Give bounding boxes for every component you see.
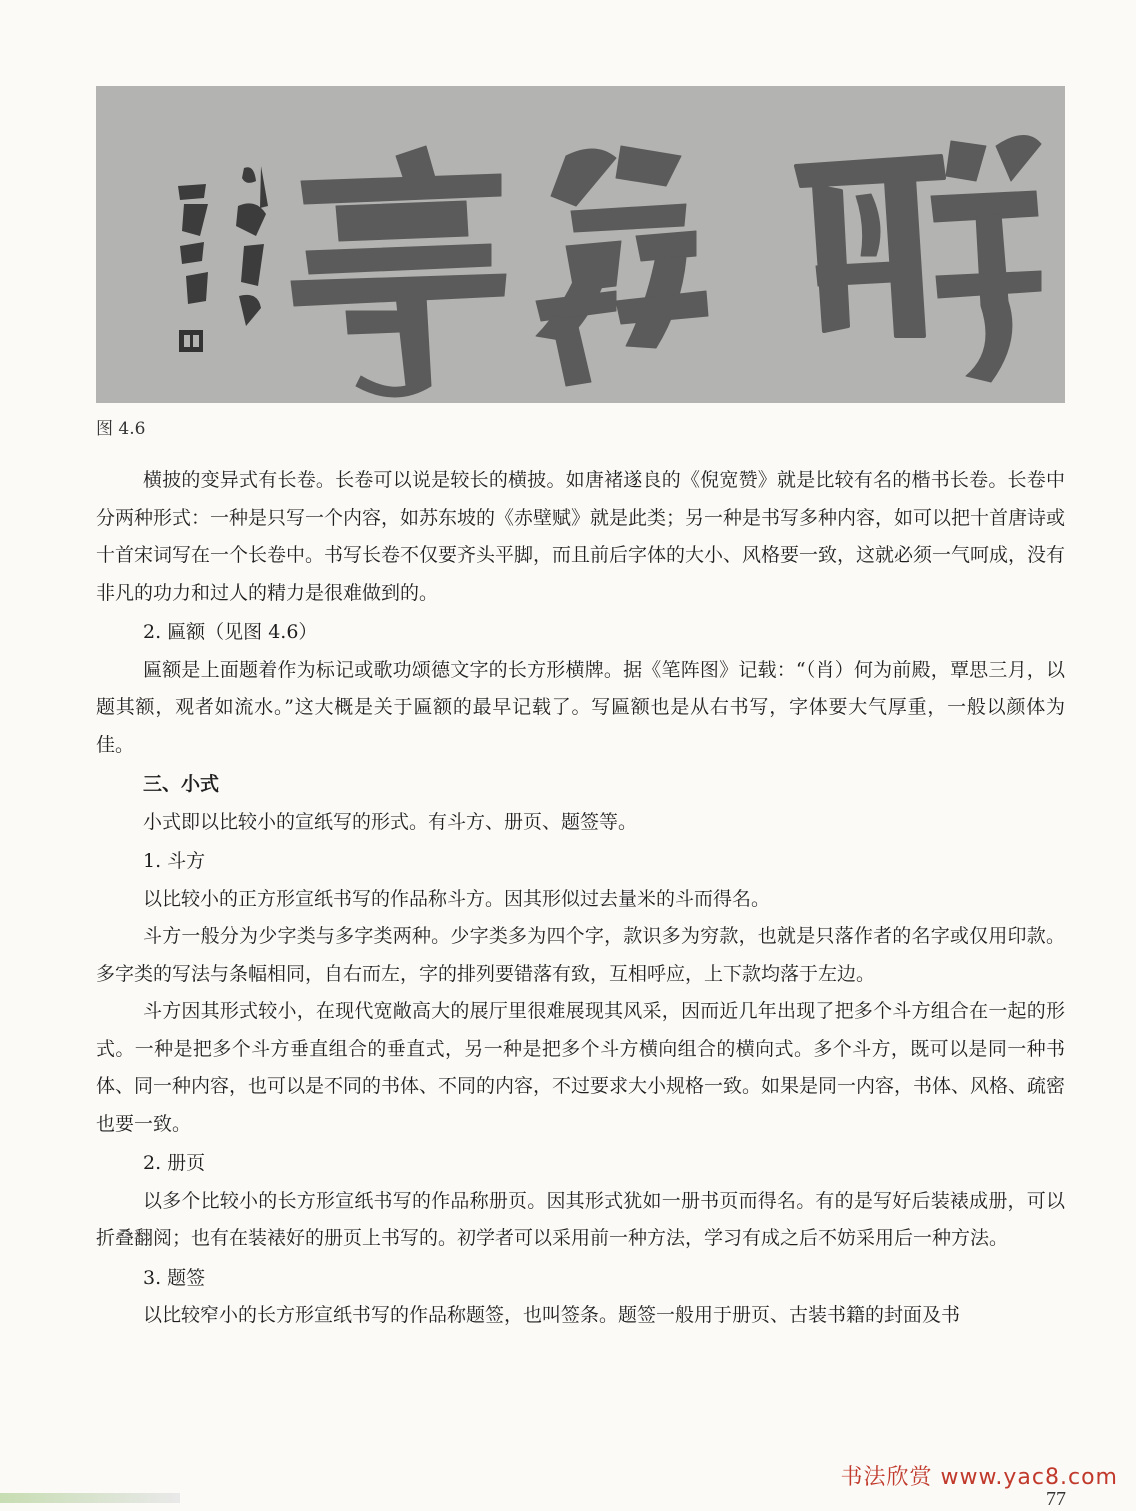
- inscription-column: [178, 166, 268, 326]
- section-subheading: 1. 斗方: [143, 850, 206, 872]
- section-heading: 三、小式: [143, 773, 220, 795]
- section-subheading: 2. 匾额（见图 4.6）: [143, 621, 318, 643]
- paragraph: 小式即以比较小的宣纸写的形式。有斗方、册页、题签等。: [143, 810, 638, 833]
- figure-caption: 图 4.6: [96, 419, 146, 439]
- section-subheading: 3. 题签: [143, 1266, 206, 1289]
- section-subheading: 2. 册页: [143, 1152, 206, 1174]
- calligraphy-plaque-figure: [96, 86, 1065, 403]
- paragraph: 以比较小的正方形宣纸书写的作品称斗方。因其形似过去量米的斗而得名。: [143, 887, 771, 910]
- calligraphy-characters: [291, 135, 1041, 397]
- paragraph: 以多个比较小的长方形宣纸书写的作品称册页。因其形式犹如一册书页而得名。有的是写好后装裱成册，可以折叠翻阅；也有在装裱好的册页上书写的。初学者可以采用前一种方法，学习有成之后不妨采用后一种方法。: [96, 1189, 1065, 1249]
- body-text: [96, 462, 1065, 1335]
- char-weng: [536, 146, 708, 386]
- char-ting: [291, 146, 506, 397]
- paragraph: 斗方因其形式较小，在现代宽敞高大的展厅里很难展现其风采，因而近几年出现了把多个斗方组合在一起的形式。一种是把多个斗方垂直组合的垂直式，另一种是把多个斗方横向组合的横向式。多个斗方，既可以是同一种书体、同一种内容，也可以是不同的书体、不同的内容，不过要求大小规格一致。如果是同一内容，书体、风格、疏密也要一致。: [96, 1000, 1066, 1135]
- page-number: 77: [1046, 1488, 1066, 1510]
- char-zui: [796, 135, 1041, 382]
- paragraph: 匾额是上面题着作为标记或歌功颂德文字的长方形横牌。据《笔阵图》记载：“（肖）何为前殿，覃思三月，以题其额，观者如流水。”这大概是关于匾额的最早记载了。写匾额也是从右书写，字体要大气厚重，一般以颜体为佳。: [96, 658, 1065, 756]
- paragraph: 横披的变异式有长卷。长卷可以说是较长的横披。如唐褚遂良的《倪宽赞》就是比较有名的楷书长卷。长卷中分两种形式：一种是只写一个内容，如苏东坡的《赤壁赋》就是此类；另一种是书写多种内容，如可以把十首唐诗或十首宋词写在一个长卷中。书写长卷不仅要齐头平脚，而且前后字体的大小、风格要一致，这就必须一气呵成，没有非凡的功力和过人的精力是很难做到的。: [96, 469, 1066, 604]
- calligraphy-artwork: [96, 86, 1065, 403]
- seal-stamp: [179, 330, 203, 352]
- paragraph: 斗方一般分为少字类与多字类两种。少字类多为四个字，款识多为穷款，也就是只落作者的名字或仅用印款。多字类的写法与条幅相同，自右而左，字的排列要错落有致，互相呼应，上下款均落于左边。: [96, 925, 1065, 985]
- bottom-edge-strip: [0, 1493, 180, 1503]
- site-watermark: 书法欣赏 www.yac8.com: [840, 1465, 1118, 1490]
- paragraph: 以比较窄小的长方形宣纸书写的作品称题签，也叫签条。题签一般用于册页、古装书籍的封面及书: [143, 1304, 961, 1326]
